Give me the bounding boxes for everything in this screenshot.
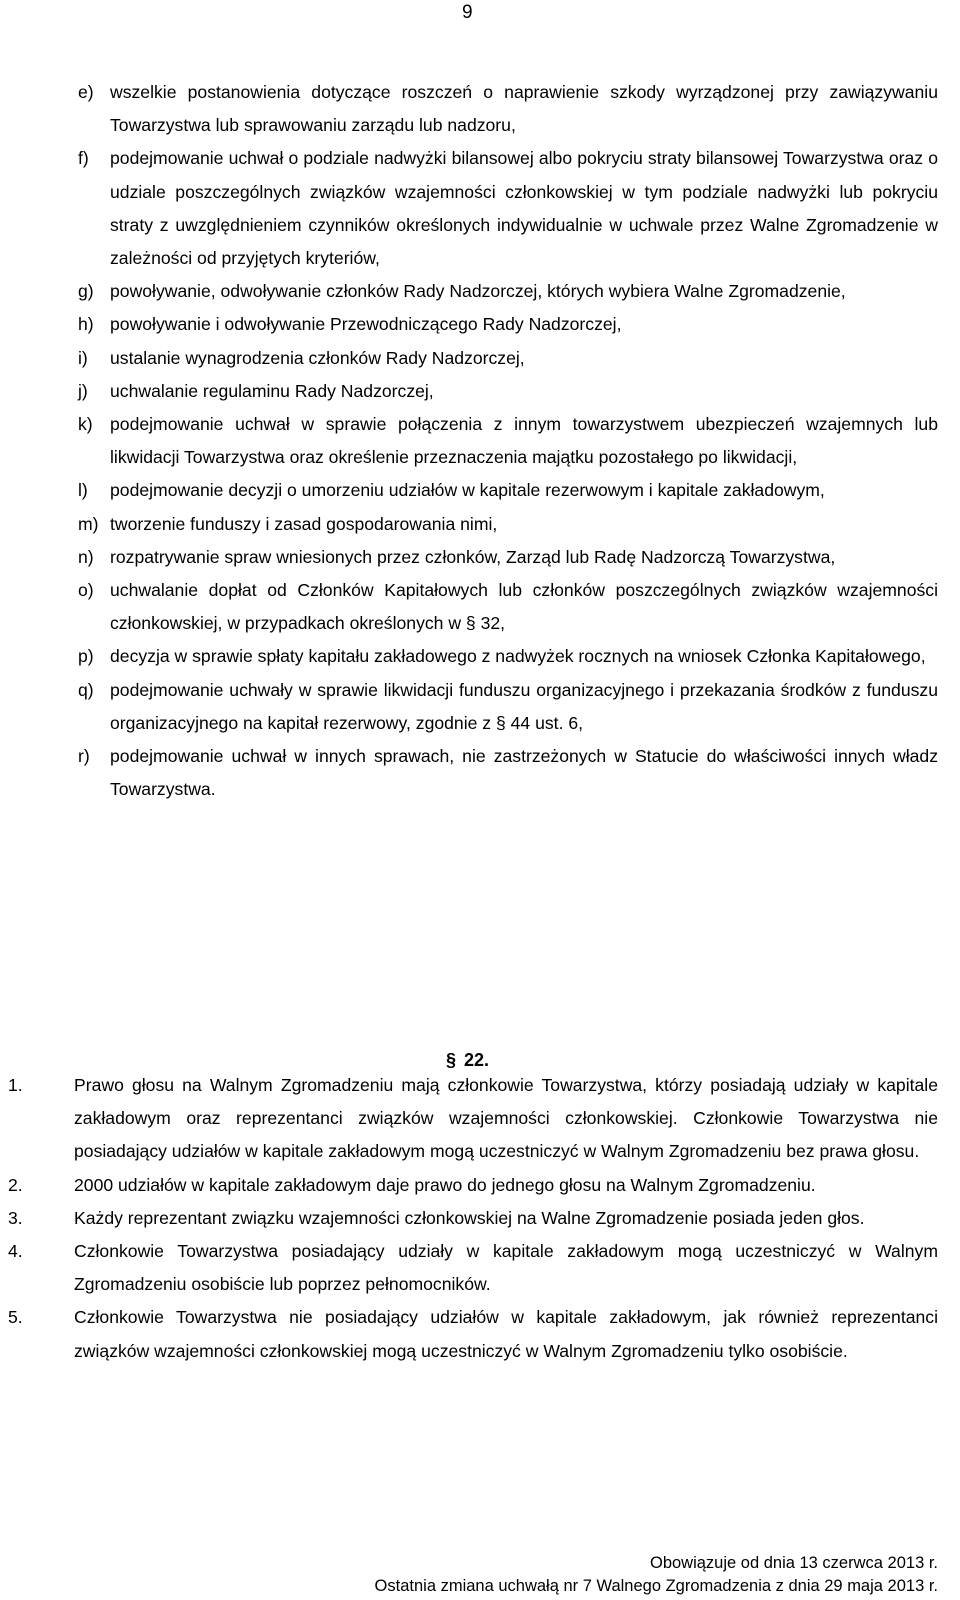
list-marker: h): [78, 314, 94, 335]
list-item: [78, 740, 938, 806]
list-item-text: podejmowanie uchwał w innych sprawach, nie zastrzeżonych w Statucie do właściwości innych władz Towarzystwa.: [110, 746, 938, 800]
list-item: [78, 508, 938, 541]
list-marker: q): [78, 679, 94, 700]
list-item: [8, 1069, 938, 1169]
list-item-text: rozpatrywanie spraw wniesionych przez członków, Zarząd lub Radę Nadzorczą Towarzystwa,: [110, 546, 836, 567]
page-footer: [375, 1552, 938, 1598]
list-item-text: decyzja w sprawie spłaty kapitału zakładowego z nadwyżek rocznych na wniosek Członka Kapitałowego,: [110, 646, 926, 667]
list-item: [78, 541, 938, 574]
list-marker: r): [78, 746, 90, 767]
list-item: [8, 1202, 938, 1235]
list-marker: g): [78, 281, 94, 302]
list-item-text: powoływanie i odwoływanie Przewodniczącego Rady Nadzorczej,: [110, 314, 622, 335]
list-item-text: wszelkie postanowienia dotyczące roszczeń o naprawienie szkody wyrządzonej przy zawiązywaniu Towarzystwa lub sprawowaniu zarządu lub nadzoru,: [110, 82, 938, 136]
list-item: [78, 674, 938, 740]
list-item: [78, 342, 938, 375]
list-marker: n): [78, 546, 94, 567]
list-marker: e): [78, 82, 94, 102]
list-item: [8, 1235, 938, 1301]
list-item: [78, 142, 938, 275]
list-item-text: uchwalanie regulaminu Rady Nadzorczej,: [110, 380, 434, 401]
page-number: 9: [462, 2, 473, 23]
list-item-text: Prawo głosu na Walnym Zgromadzeniu mają członkowie Towarzystwa, którzy posiadają udziały w kapitale zakładowym oraz reprezentanci związków wzajemności członkowskiej. Członkowie Towarzystwa nie posiadający udziałów w kapitale zakładowym mogą uczestniczyć w Walnym Zgromadzeniu bez prawa głosu.: [74, 1075, 938, 1162]
list-item: [78, 275, 938, 308]
list-item-text: podejmowanie uchwał o podziale nadwyżki bilansowej albo pokryciu straty bilansowej Towarzystwa oraz o udziale poszczególnych związków wzajemności członkowskiej w tym podziale nadwyżki lub pokryciu straty z uwzględnieniem czynników określonych indywidualnie w uchwale przez Walne Zgromadzenie w zależności od przyjętych kryteriów,: [110, 148, 938, 269]
list-item-text: Członkowie Towarzystwa nie posiadający udziałów w kapitale zakładowym, jak również reprezentanci związków wzajemności członkowskiej mogą uczestniczyć w Walnym Zgromadzeniu tylko osobiście.: [74, 1307, 938, 1361]
list-marker: p): [78, 646, 94, 667]
list-marker: j): [78, 380, 88, 401]
list-item-text: podejmowanie decyzji o umorzeniu udziałów w kapitale rezerwowym i kapitale zakładowym,: [110, 480, 825, 501]
list-marker: o): [78, 580, 94, 601]
list-item: [8, 1169, 938, 1202]
list-item: [78, 474, 938, 507]
list-item-text: 2000 udziałów w kapitale zakładowym daje prawo do jednego głosu na Walnym Zgromadzeniu.: [74, 1174, 816, 1195]
list-marker: 3.: [8, 1207, 23, 1228]
list-item: [78, 308, 938, 341]
list-marker: l): [78, 480, 88, 501]
list-item-text: Każdy reprezentant związku wzajemności członkowskiej na Walne Zgromadzenie posiada jeden głos.: [74, 1207, 865, 1228]
list-item-text: Członkowie Towarzystwa posiadający udziały w kapitale zakładowym mogą uczestniczyć w Walnym Zgromadzeniu osobiście lub poprzez pełnomocników.: [74, 1241, 938, 1295]
alpha-list: [78, 76, 938, 806]
list-marker: i): [78, 347, 88, 368]
list-marker: 5.: [8, 1307, 23, 1328]
list-item: [78, 574, 938, 640]
list-item: [78, 76, 938, 142]
footer-last-amendment: Ostatnia zmiana uchwałą nr 7 Walnego Zgromadzenia z dnia 29 maja 2013 r.: [374, 1577, 938, 1595]
list-marker: f): [78, 148, 89, 169]
list-marker: 4.: [8, 1241, 23, 1262]
list-item-text: podejmowanie uchwał w sprawie połączenia z innym towarzystwem ubezpieczeń wzajemnych lub likwidacji Towarzystwa oraz określenie przeznaczenia majątku pozostałego po likwidacji,: [110, 414, 938, 468]
list-item-text: tworzenie funduszy i zasad gospodarowania nimi,: [110, 513, 498, 534]
list-item-text: uchwalanie dopłat od Członków Kapitałowych lub członków poszczególnych związków wzajemności członkowskiej, w przypadkach określonych w § 32,: [110, 580, 938, 634]
numbered-list: [8, 1069, 938, 1368]
list-item: [78, 640, 938, 673]
list-item: [78, 375, 938, 408]
list-marker: 2.: [8, 1174, 23, 1195]
list-item-text: powoływanie, odwoływanie członków Rady Nadzorczej, których wybiera Walne Zgromadzenie,: [110, 281, 846, 302]
footer-effective-date: Obowiązuje od dnia 13 czerwca 2013 r.: [649, 1554, 938, 1572]
list-marker: m): [78, 513, 99, 534]
section-symbol: §: [446, 1050, 457, 1070]
section-number: 22.: [464, 1050, 490, 1070]
list-marker: k): [78, 414, 93, 435]
list-item-text: podejmowanie uchwały w sprawie likwidacji funduszu organizacyjnego i przekazania środków z funduszu organizacyjnego na kapitał rezerwowy, zgodnie z § 44 ust. 6,: [110, 679, 938, 733]
list-item-text: ustalanie wynagrodzenia członków Rady Nadzorczej,: [110, 347, 525, 368]
list-item: [78, 408, 938, 474]
list-item: [8, 1301, 938, 1367]
list-marker: 1.: [8, 1075, 23, 1095]
